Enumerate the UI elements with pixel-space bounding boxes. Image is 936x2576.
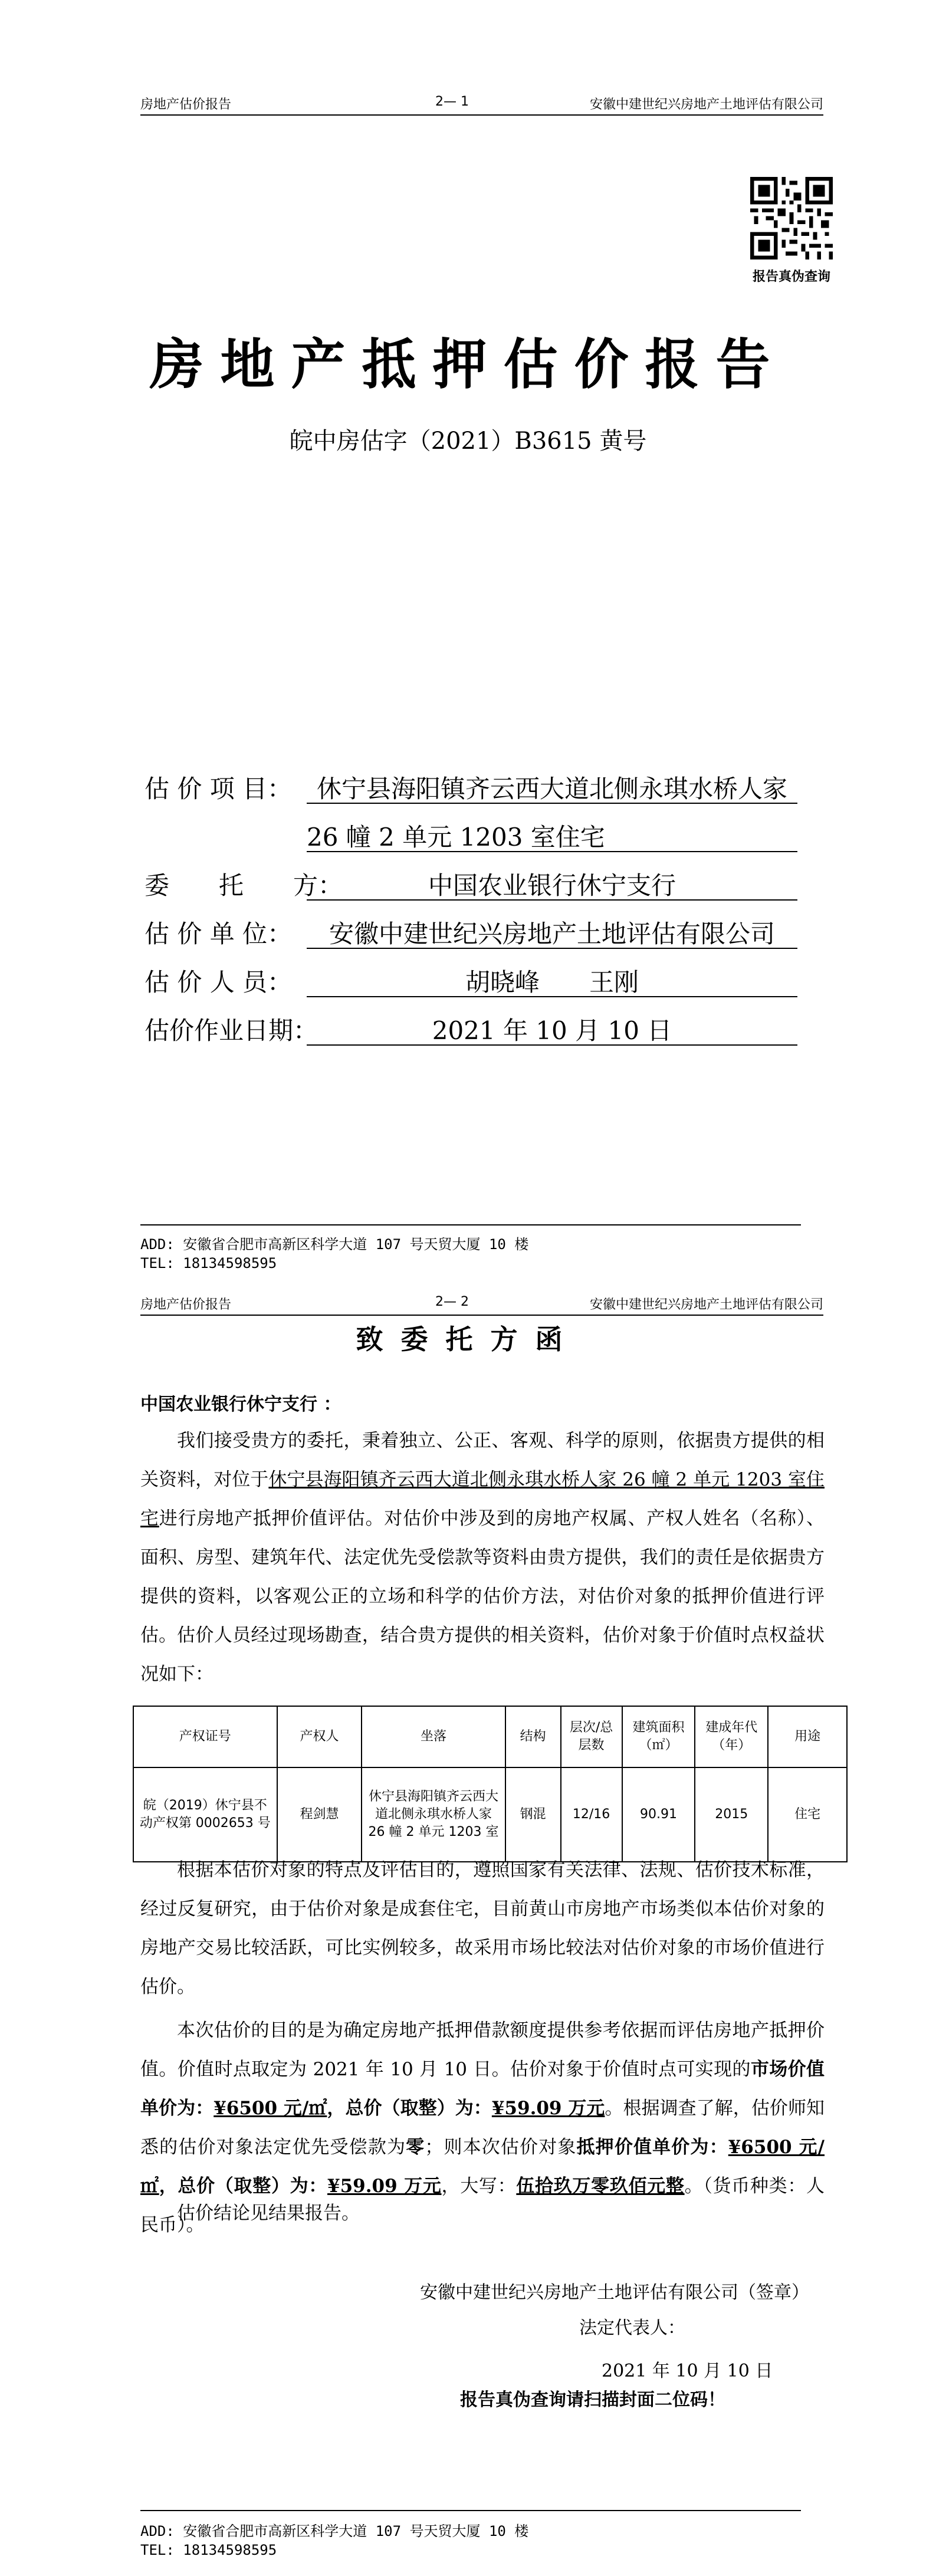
table-cell: 程剑慧 xyxy=(277,1767,362,1862)
field-label: 估 价 单 位： xyxy=(144,919,293,948)
signature-company: 安徽中建世纪兴房地产土地评估有限公司（签章） xyxy=(420,2282,809,2303)
header-page-number: 2— 1 xyxy=(435,94,469,109)
table-header-cell: 建筑面积（㎡） xyxy=(622,1706,695,1767)
letter-title: 致委托方函 xyxy=(356,1323,580,1355)
market-total-label: ，总价（取整）为： xyxy=(327,2098,492,2119)
paragraph-2: 估价人员经过现场勘查，结合贵方提供的相关资料，估价对象于价值时点权益状况如下： xyxy=(140,1625,825,1685)
signature-date: 2021 年 10 月 10 日 xyxy=(602,2361,773,2381)
field-label: 估 价 人 员： xyxy=(144,968,293,997)
property-address: 休宁县海阳镇齐云西大道北侧永琪水桥人家 26 幢 2 单元 1203 室住宅 xyxy=(140,1469,825,1529)
paragraph-5: 估价结论见结果报告。 xyxy=(177,2203,360,2224)
mortgage-total-label: ，总价（取整）为： xyxy=(159,2176,327,2197)
table-cell: 90.91 xyxy=(622,1767,695,1862)
field-value: 2021 年 10 月 10 日 xyxy=(307,1011,797,1046)
table-cell: 休宁县海阳镇齐云西大道北侧永琪水桥人家 26 幢 2 单元 1203 室 xyxy=(362,1767,505,1862)
header-left: 房地产估价报告 xyxy=(140,97,232,112)
table-cell: 钢混 xyxy=(505,1767,561,1862)
paragraph-text: ；则本次估价对象 xyxy=(425,2137,577,2158)
amount-in-words: 伍拾玖万零玖佰元整 xyxy=(516,2176,685,2197)
footer-address: ADD: 安徽省合肥市高新区科学大道 107 号天贸大厦 10 楼 xyxy=(140,1236,529,1253)
page-header xyxy=(140,1289,823,1316)
field-value: 胡晓峰 王刚 xyxy=(307,963,797,997)
table-header-cell: 产权证号 xyxy=(133,1706,277,1767)
qr-code-icon[interactable] xyxy=(750,177,833,259)
mortgage-unit-label: 抵押价值单价为： xyxy=(576,2137,728,2158)
paragraph-text: 本次估价的目的是为确定房地产抵押借款额度提供参考依据而评估房地产抵押价值。价值时点取定为 2021 年 10 月 10 日。估价对象于价值时点可实现的 xyxy=(140,2020,825,2080)
mortgage-unit-price: ¥6500 元/㎡ xyxy=(140,2137,825,2197)
table-header-cell: 坐落 xyxy=(362,1706,505,1767)
footer-address: ADD: 安徽省合肥市高新区科学大道 107 号天贸大厦 10 楼 xyxy=(140,2523,529,2539)
field-label: 估价作业日期： xyxy=(144,1016,318,1045)
paragraph-text: 。根据调查了解，估价师知悉的估价对象法定优先受偿款为 xyxy=(140,2098,825,2158)
property-table xyxy=(133,1706,848,1862)
verification-note: 报告真伪查询请扫描封面二位码！ xyxy=(460,2390,725,2410)
table-cell: 12/16 xyxy=(561,1767,622,1862)
table-cell: 皖（2019）休宁县不动产权第 0002653 号 xyxy=(133,1767,277,1862)
priority-payment: 零 xyxy=(406,2137,425,2158)
market-unit-price: ¥6500 元/㎡ xyxy=(214,2098,327,2119)
table-row xyxy=(133,1767,847,1862)
paragraph-text: ，大写： xyxy=(441,2176,517,2197)
table-header-row xyxy=(133,1706,847,1767)
market-unit-label: 市场价值单价为： xyxy=(140,2059,825,2119)
table-cell: 住宅 xyxy=(768,1767,847,1862)
field-value: 中国农业银行休宁支行 xyxy=(307,866,797,901)
mortgage-total-price: ¥59.09 万元 xyxy=(327,2176,442,2197)
table-header-cell: 产权人 xyxy=(277,1706,362,1767)
footer-tel: TEL: 18134598595 xyxy=(140,2542,277,2558)
paragraph-text: 。（货币种类：人民币）。 xyxy=(140,2176,825,2236)
table-header-cell: 建成年代（年） xyxy=(695,1706,768,1767)
field-label: 估 价 项 目： xyxy=(144,774,293,803)
paragraph-text: 进行房地产抵押价值评估。对估价中涉及到的房地产权属、产权人姓名（名称）、面积、房型、建筑年代、法定优先受偿款等资料由贵方提供，我们的责任是依据贵方提供的资料，以客观公正的立场和科学的估价方法，对估价对象的抵押价值进行评估。 xyxy=(140,1508,825,1646)
market-total-price: ¥59.09 万元 xyxy=(491,2098,605,2119)
field-value: 安徽中建世纪兴房地产土地评估有限公司 xyxy=(307,915,797,949)
field-label: 委 托 方： xyxy=(144,871,343,900)
qr-caption: 报告真伪查询 xyxy=(752,270,830,284)
header-right: 安徽中建世纪兴房地产土地评估有限公司 xyxy=(589,1297,823,1312)
header-page-number: 2— 2 xyxy=(435,1294,469,1309)
header-left: 房地产估价报告 xyxy=(140,1297,232,1312)
letter-addressee: 中国农业银行休宁支行 ： xyxy=(140,1394,341,1415)
document-number: 皖中房估字（2021）B3615 黄号 xyxy=(289,428,647,455)
paragraph-text: 我们接受贵方的委托，秉着独立、公正、客观、科学的原则，依据贵方提供的相关资料，对位于 xyxy=(140,1430,825,1490)
paragraph-3: 根据本估价对象的特点及评估目的，遵照国家有关法律、法规、估价技术标准，经过反复研究，由于估价对象是成套住宅，目前黄山市房地产市场类似本估价对象的房地产交易比较活跃，可比实例较多，故采用市场比较法对估价对象的市场价值进行估价。 xyxy=(140,1859,825,1997)
footer-rule xyxy=(140,2510,801,2511)
header-right: 安徽中建世纪兴房地产土地评估有限公司 xyxy=(589,97,823,112)
table-header-cell: 层次/总层数 xyxy=(561,1706,622,1767)
footer-tel: TEL: 18134598595 xyxy=(140,1255,277,1271)
footer-rule xyxy=(140,1224,801,1225)
signature-representative: 法定代表人： xyxy=(579,2318,685,2338)
report-title: 房地产抵押估价报告 xyxy=(149,333,787,396)
table-cell: 2015 xyxy=(695,1767,768,1862)
field-value: 26 幢 2 单元 1203 室住宅 xyxy=(307,818,797,852)
table-header-cell: 用途 xyxy=(768,1706,847,1767)
page-header xyxy=(140,88,823,116)
field-value: 休宁县海阳镇齐云西大道北侧永琪水桥人家 xyxy=(307,770,797,804)
table-header-cell: 结构 xyxy=(505,1706,561,1767)
